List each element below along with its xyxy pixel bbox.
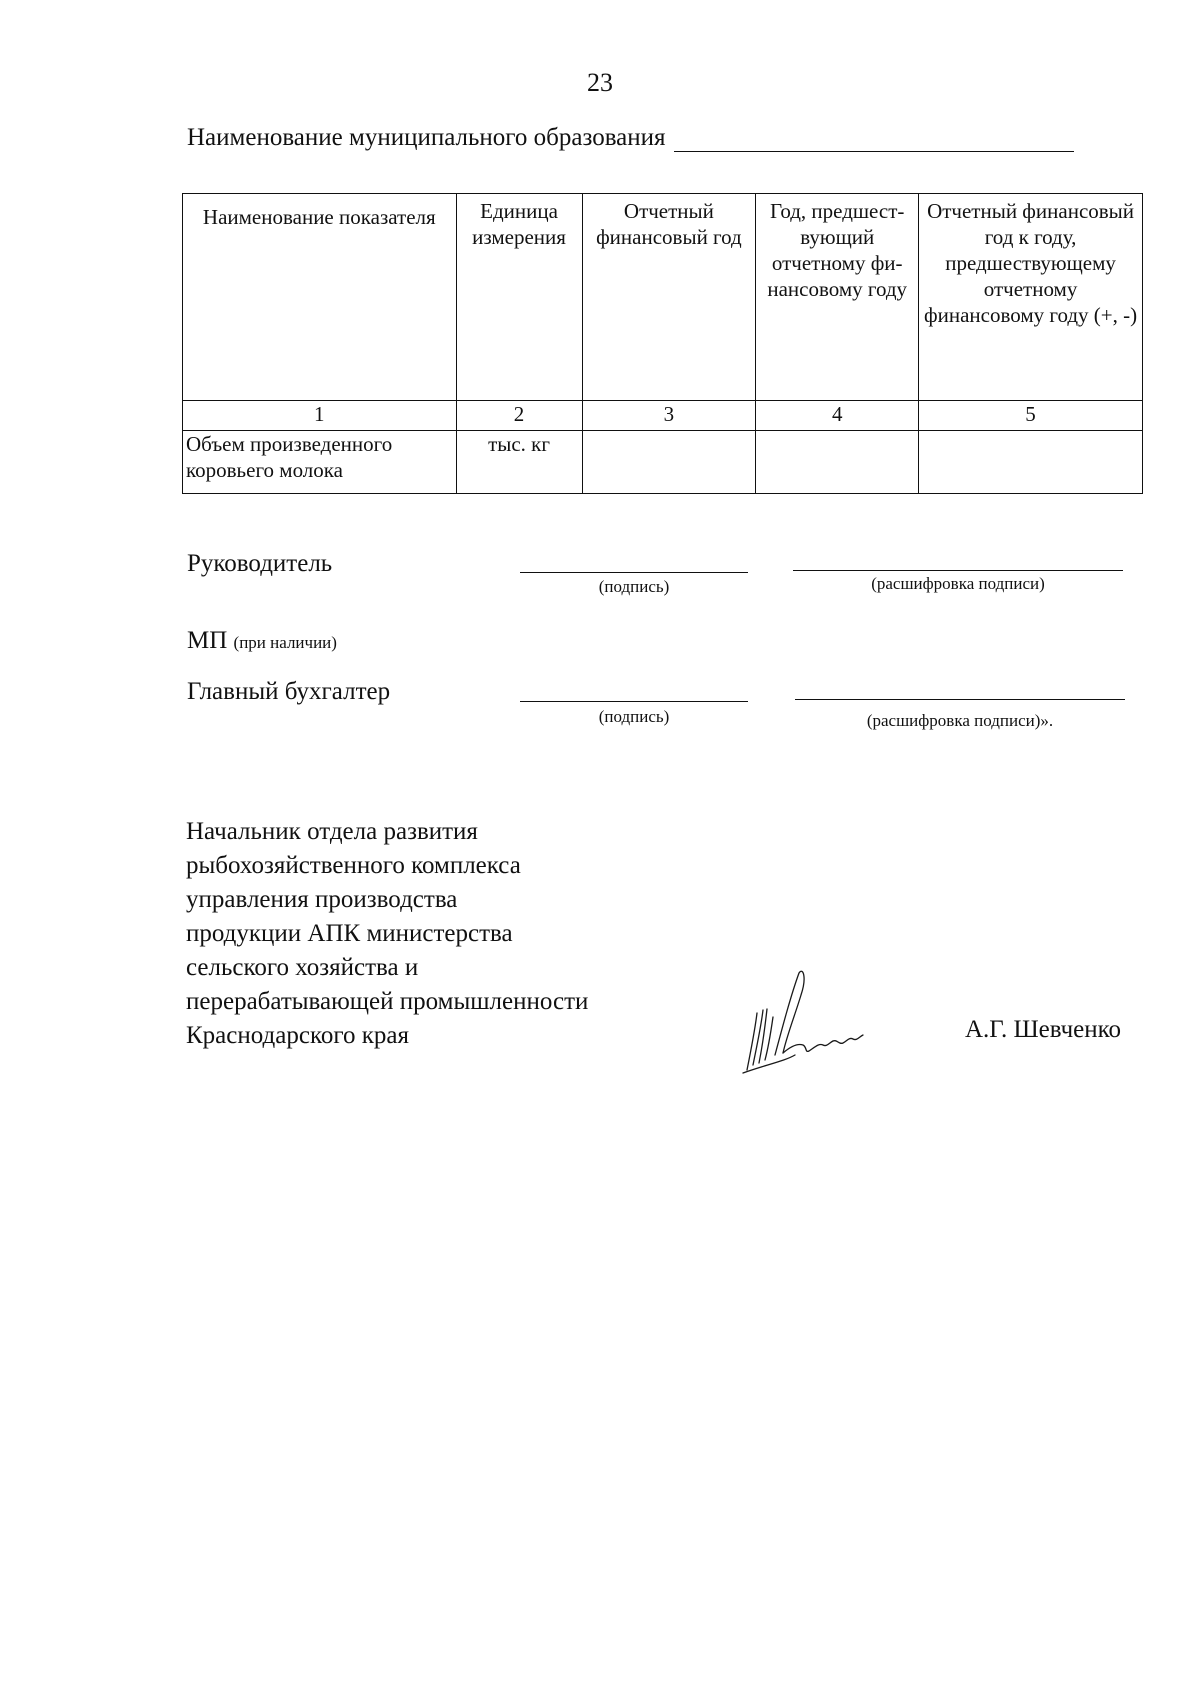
accountant-decoding-line <box>795 699 1125 700</box>
accountant-decoding-caption: (расшифровка подписи)». <box>866 711 1054 730</box>
municipality-field <box>187 124 1074 152</box>
previous-year-cell <box>756 431 919 494</box>
position-line: Краснодарского края <box>186 1022 409 1049</box>
head-decoding-line <box>793 570 1123 571</box>
head-signature-line <box>520 572 748 573</box>
column-number: 4 <box>756 401 919 431</box>
municipality-label: Наименование муниципального образования <box>187 124 666 151</box>
position-line: Начальник отдела развития <box>186 818 478 845</box>
report-table <box>182 193 1143 494</box>
position-line: продукции АПК министерства <box>186 920 513 947</box>
table-row <box>183 431 1143 494</box>
head-label: Руководитель <box>187 550 333 577</box>
change-cell <box>919 431 1143 494</box>
indicator-cell <box>183 431 457 494</box>
head-signature-caption: (подпись) <box>598 577 670 596</box>
position-line: сельского хозяйства и <box>186 954 419 981</box>
accountant-signature-caption: (подпись) <box>598 707 670 726</box>
reporting-year-cell <box>582 431 756 494</box>
position-line: перерабатывающей промышленности <box>186 988 589 1015</box>
header-unit: Единица измерения <box>456 194 582 401</box>
mp-note: (при наличии) <box>233 633 337 652</box>
head-decoding-caption: (расшифровка подписи) <box>871 574 1045 593</box>
column-number: 1 <box>183 401 457 431</box>
table-header-row <box>183 194 1143 401</box>
signer-position <box>186 815 588 1053</box>
chief-accountant-label: Главный бухгалтер <box>187 678 391 705</box>
column-number: 3 <box>582 401 756 431</box>
position-line: рыбохозяйственного комплекса <box>186 852 521 879</box>
accountant-signature-line <box>520 701 748 702</box>
mp-label: МП <box>187 627 228 654</box>
mp-stamp-label <box>187 627 337 655</box>
column-number: 2 <box>456 401 582 431</box>
unit-cell: тыс. кг <box>456 431 582 494</box>
indicator-line: Объем произведенного <box>186 432 393 456</box>
header-reporting-year: Отчетный финансовый год <box>582 194 756 401</box>
column-number-row <box>183 401 1143 431</box>
header-indicator: Наименование показателя <box>183 194 457 401</box>
handwritten-signature <box>735 965 875 1075</box>
indicator-line: коровьего молока <box>186 458 343 482</box>
municipality-blank-line <box>674 129 1074 152</box>
header-previous-year: Год, предшест-вующий отчетному фи-нансовому году <box>756 194 919 401</box>
page-number: 23 <box>587 68 613 97</box>
position-line: управления производства <box>186 886 458 913</box>
signer-name: А.Г. Шевченко <box>965 1016 1122 1043</box>
column-number: 5 <box>919 401 1143 431</box>
header-change: Отчетный финансовый год к году, предшествующему отчетному финансовому году (+, -) <box>919 194 1143 401</box>
